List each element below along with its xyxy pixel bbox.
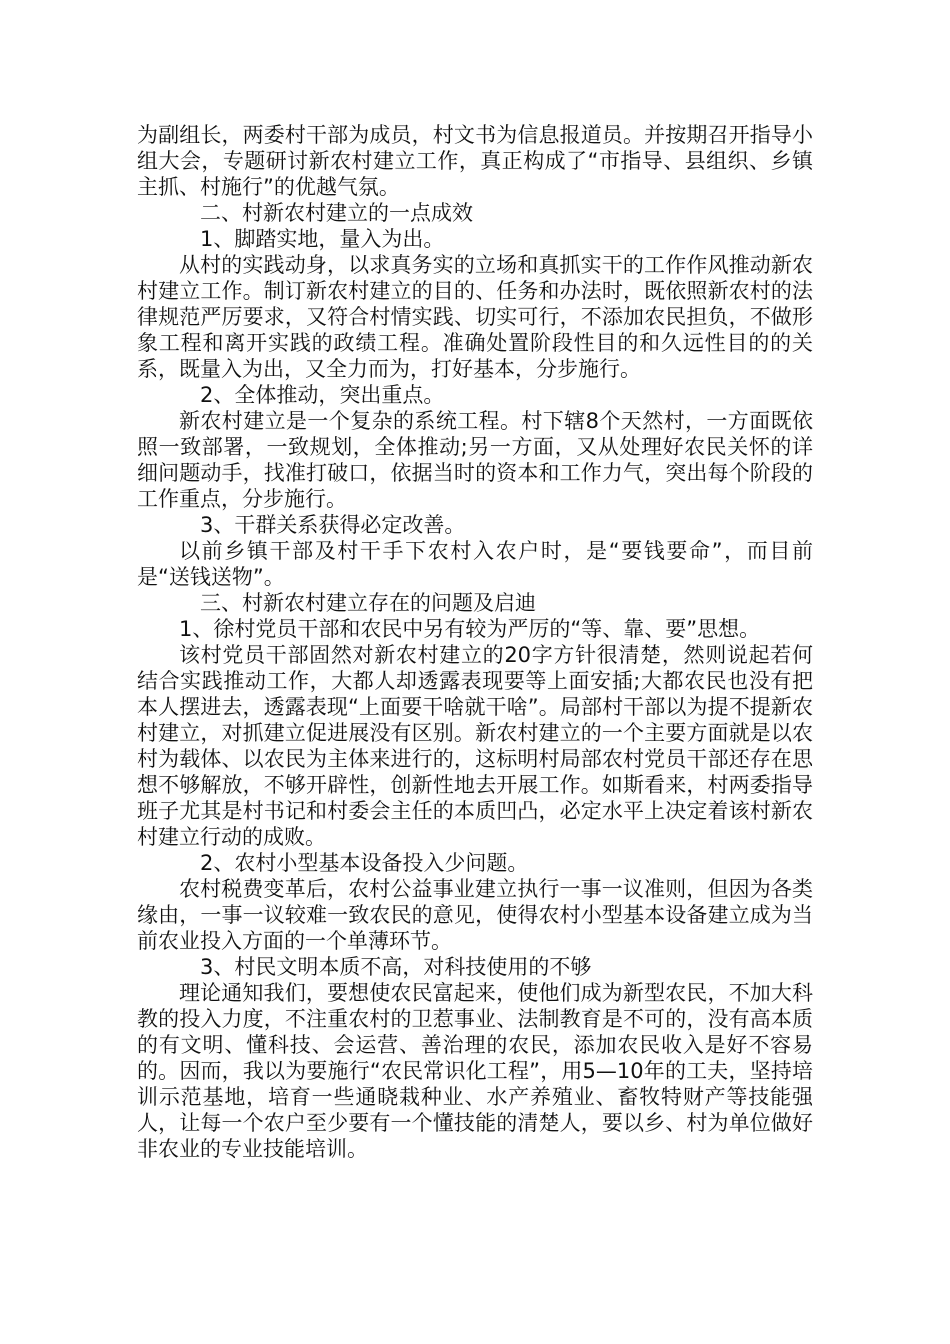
paragraph-problem-3: 理论通知我们，要想使农民富起来，使他们成为新型农民，不加大科教的投入力度，不注重农村的卫惹事业、法制教育是不可的，没有高本质的有文明、懂科技、会运营、善治理的农民，添加农民收入是好不容易的。因而，我以为要施行“农民常识化工程”，用5—10年的工夫，坚持培训示范基地，培育一些通晓栽种业、水产养殖业、畜牧特财产等技能强人，让每一个农户至少要有一个懂技能的清楚人，要以乡、村为单位做好非农业的专业技能培训。 bbox=[137, 981, 813, 1161]
paragraph-2: 新农村建立是一个复杂的系统工程。村下辖8个天然村，一方面既依照一致部署，一致规划，全体推动;另一方面，又从处理好农民关怀的详细问题动手，找准打破口，依据当时的资本和工作力气，突出每个阶段的工作重点，分步施行。 bbox=[137, 409, 813, 511]
document-body bbox=[137, 122, 813, 1162]
paragraph-intro: 为副组长，两委村干部为成员，村文书为信息报道员。并按期召开指导小组大会，专题研讨新农村建立工作，真正构成了“市指导、县组织、乡镇主抓、村施行”的优越气氛。 bbox=[137, 123, 813, 199]
problem-heading-1: 1、徐村党员干部和农民中另有较为严厉的“等、靠、要”思想。 bbox=[179, 617, 761, 641]
subheading-2: 2、全体推动，突出重点。 bbox=[200, 383, 445, 407]
paragraph-problem-1: 该村党员干部固然对新农村建立的20字方针很清楚，然则说起若何结合实践推动工作，大都人却透露表现要等上面安插;大都农民也没有把本人摆进去，透露表现“上面要干啥就干啥”。局部村干部以为提不提新农村建立，对抓建立促进展没有区别。新农村建立的一个主要方面就是以农村为载体、以农民为主体来进行的，这标明村局部农村党员干部还存在思想不够解放，不够开辟性，创新性地去开展工作。如斯看来，村两委指导班子尤其是村书记和村委会主任的本质凹凸，必定水平上决定着该村新农村建立行动的成败。 bbox=[137, 643, 813, 849]
section-heading-achievements: 二、村新农村建立的一点成效 bbox=[200, 201, 473, 225]
paragraph-problem-2: 农村税费变革后，农村公益事业建立执行一事一议准则，但因为各类缘由，一事一议较难一致农民的意见，使得农村小型基本设备建立成为当前农业投入方面的一个单薄环节。 bbox=[137, 877, 813, 953]
subheading-3: 3、干群关系获得必定改善。 bbox=[200, 513, 466, 537]
problem-heading-3: 3、村民文明本质不高，对科技使用的不够 bbox=[200, 955, 592, 979]
section-heading-problems: 三、村新农村建立存在的问题及启迪 bbox=[200, 591, 536, 615]
subheading-1: 1、脚踏实地，量入为出。 bbox=[200, 227, 445, 251]
paragraph-1: 从村的实践动身，以求真务实的立场和真抓实干的工作作风推动新农村建立工作。制订新农村建立的目的、任务和办法时，既依照新农村的法律规范严厉要求，又符合村情实践、切实可行，不添加农民担负，不做形象工程和离开实践的政绩工程。准确处置阶段性目的和久远性目的的关系，既量入为出，又全力而为，打好基本，分步施行。 bbox=[137, 253, 813, 381]
problem-heading-2: 2、农村小型基本设备投入少问题。 bbox=[200, 851, 529, 875]
paragraph-3: 以前乡镇干部及村干手下农村入农户时，是“要钱要命”，而目前是“送钱送物”。 bbox=[137, 539, 813, 589]
